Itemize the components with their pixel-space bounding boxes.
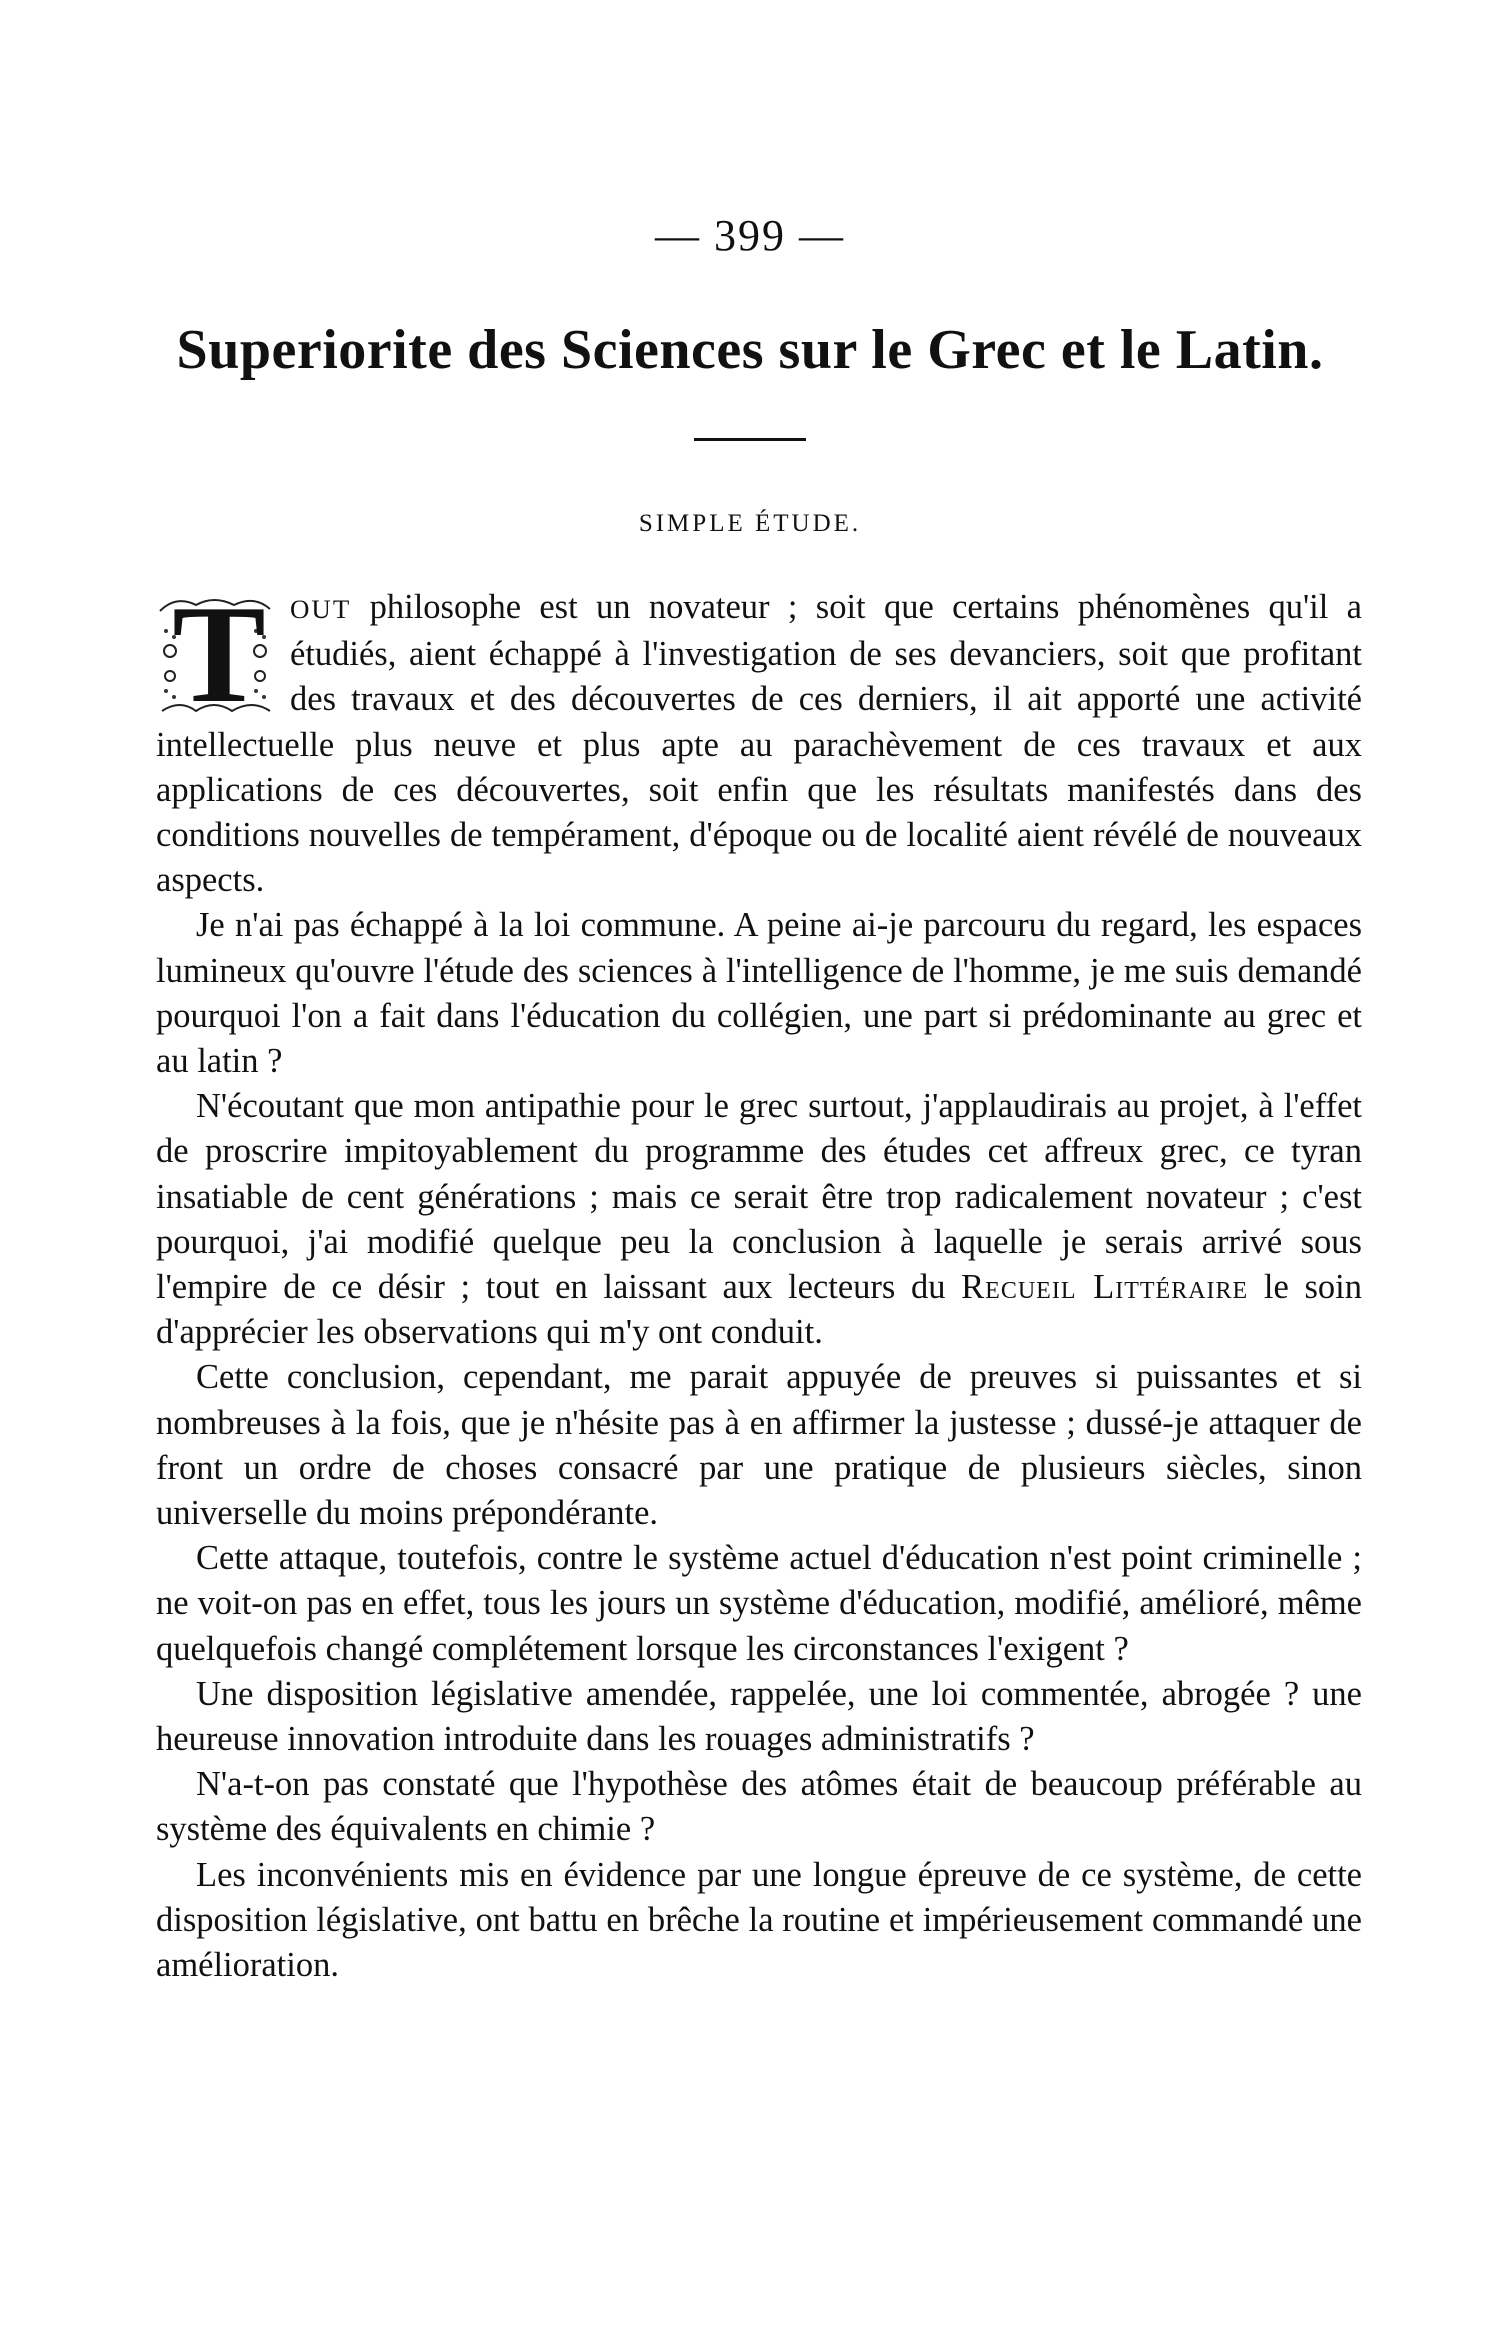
subtitle: SIMPLE ÉTUDE. bbox=[638, 510, 862, 537]
paragraph-1-text: philosophe est un novateur ; soit que certains phénomènes qu'il a étudiés, aient échappé à l'investigation de ses devanciers, soit que profitant des travaux et des découvertes de ces derniers, il ait apporté une activité intellectuelle plus neuve et plus apte au parachèvement de ces travaux et aux applications de ces découvertes, soit enfin que les résultats manifestés dans des conditions nouvelles de tempérament, d'époque ou de localité aient révélé de nouveaux aspects. bbox=[156, 588, 1362, 900]
paragraph-3-text-a: N'écoutant que mon antipathie pour le grec surtout, j'applaudirais au projet, à l'effet de proscrire impitoyablement du programme des études cet affreux grec, ce tyran insatiable de cent générations ; mais ce serait être trop radicalement novateur ; c'est pourquoi, j'ai modifié quelque peu la conclusion à laquelle je serais arrivé sous l'empire de ce désir ; tout en laissant aux lecteurs du bbox=[156, 1087, 1362, 1307]
paragraph-8: Les inconvénients mis en évidence par une longue épreuve de ce système, de cette disposition législative, ont battu en brêche la routine et impérieusement commandé une amélioration. bbox=[156, 1855, 1362, 1985]
title-divider bbox=[694, 438, 806, 441]
paragraph-1 bbox=[156, 577, 1362, 903]
paragraph-5: Cette attaque, toutefois, contre le système actuel d'éducation n'est point criminelle ; ne voit-on pas en effet, tous les jours un système d'éducation, modifié, amélioré, même quelquefois changé complétement lorsque les circonstances l'exigent ? bbox=[156, 1539, 1362, 1668]
page-title: Superiorite des Sciences sur le Grec et le Latin. bbox=[176, 319, 1324, 381]
article-body bbox=[156, 577, 1362, 1988]
paragraph-1-lead: OUT bbox=[290, 594, 352, 624]
ornamental-dropcap bbox=[156, 577, 274, 732]
dropcap-letter: T bbox=[172, 577, 266, 732]
journal-name: Recueil Littéraire bbox=[961, 1268, 1249, 1307]
paragraph-3 bbox=[156, 1084, 1362, 1355]
paragraph-2: Je n'ai pas échappé à la loi commune. A peine ai-je parcouru du regard, les espaces lumineux qu'ouvre l'étude des sciences à l'intelligence de l'homme, je me suis demandé pourquoi l'on a fait dans l'éducation du collégien, une part si prédominante au grec et au latin ? bbox=[156, 906, 1362, 1081]
paragraph-3-text-b: le soin d'apprécier les observations qui m'y ont conduit. bbox=[156, 1268, 1362, 1352]
paragraph-4: Cette conclusion, cependant, me parait appuyée de preuves si puissantes et si nombreuses à la fois, que je n'hésite pas à en affirmer la justesse ; dussé-je attaquer de front un ordre de choses consacré par une pratique de plusieurs siècles, sinon universelle du moins prépondérante. bbox=[156, 1358, 1362, 1533]
page-number: — 399 — bbox=[655, 211, 845, 260]
paragraph-6: Une disposition législative amendée, rappelée, une loi commentée, abrogée ? une heureuse innovation introduite dans les rouages administratifs ? bbox=[156, 1674, 1362, 1759]
paragraph-7: N'a-t-on pas constaté que l'hypothèse des atômes était de beaucoup préférable au système des équivalents en chimie ? bbox=[156, 1765, 1362, 1849]
